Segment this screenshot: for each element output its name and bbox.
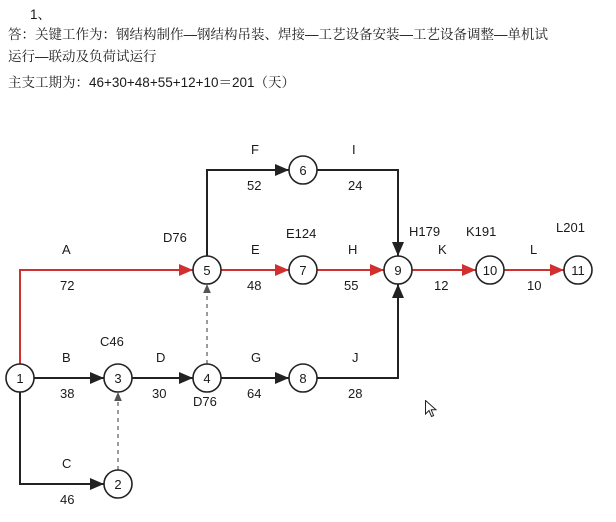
edge-J-duration: 28 [348, 386, 363, 401]
annotation-H179: H179 [409, 224, 441, 239]
edge-I-duration: 24 [348, 178, 363, 193]
node-4 [193, 364, 221, 392]
annotation-D76-lower: D76 [193, 394, 217, 409]
edge-D-name: D [156, 350, 166, 365]
edge-A [20, 270, 193, 368]
annotation-K191: K191 [466, 224, 497, 239]
node-1-label: 1 [16, 371, 24, 386]
node-2 [104, 470, 132, 498]
edge-B-duration: 38 [60, 386, 75, 401]
edge-E-duration: 48 [247, 278, 262, 293]
total-duration-text: 主支工期为：46+30+48+55+12+10＝201（天） [8, 75, 296, 90]
node-8 [289, 364, 317, 392]
node-4-label: 4 [203, 371, 211, 386]
item-number: 1、 [30, 7, 52, 22]
node-1 [6, 364, 34, 392]
edge-E-name: E [251, 242, 260, 257]
annotation-C46: C46 [100, 334, 124, 349]
node-8-label: 8 [299, 371, 307, 386]
edge-F-name: F [251, 142, 259, 157]
node-6-label: 6 [299, 163, 307, 178]
answer-text-line-1: 答：关键工作为：钢结构制作—钢结构吊装、焊接—工艺设备安装—工艺设备调整—单机试 [8, 27, 548, 42]
diagram-canvas [0, 110, 616, 522]
node-9-label: 9 [394, 263, 402, 278]
node-7 [289, 256, 317, 284]
edge-D-duration: 30 [152, 386, 167, 401]
annotation-E124: E124 [286, 226, 317, 241]
mouse-cursor-icon [425, 400, 437, 418]
node-10 [476, 256, 504, 284]
edge-H-name: H [348, 242, 358, 257]
network-diagram [0, 110, 616, 522]
node-5-label: 5 [203, 263, 211, 278]
edge-C-duration: 46 [60, 492, 75, 507]
edge-A-name: A [62, 242, 71, 257]
node-7-label: 7 [299, 263, 307, 278]
node-6 [289, 156, 317, 184]
node-2-label: 2 [114, 477, 122, 492]
edge-H-duration: 55 [344, 278, 359, 293]
edge-L-duration: 10 [527, 278, 542, 293]
node-10-label: 10 [482, 263, 498, 278]
edge-K-duration: 12 [434, 278, 449, 293]
node-11 [564, 256, 592, 284]
node-5 [193, 256, 221, 284]
node-3 [104, 364, 132, 392]
edge-A-duration: 72 [60, 278, 75, 293]
annotation-D76-upper: D76 [163, 230, 187, 245]
edge-F-duration: 52 [247, 178, 262, 193]
node-9 [384, 256, 412, 284]
node-3-label: 3 [114, 371, 122, 386]
edge-B-name: B [62, 350, 71, 365]
edge-G-duration: 64 [247, 386, 262, 401]
edge-C-name: C [62, 456, 72, 471]
edge-I-name: I [352, 142, 356, 157]
node-11-label: 11 [571, 263, 585, 278]
answer-text-line-2: 运行—联动及负荷试运行 [8, 49, 157, 64]
edge-G-name: G [251, 350, 262, 365]
edge-J-name: J [352, 350, 359, 365]
edge-K-name: K [438, 242, 447, 257]
annotation-L201: L201 [556, 220, 585, 235]
edge-L-name: L [530, 242, 538, 257]
